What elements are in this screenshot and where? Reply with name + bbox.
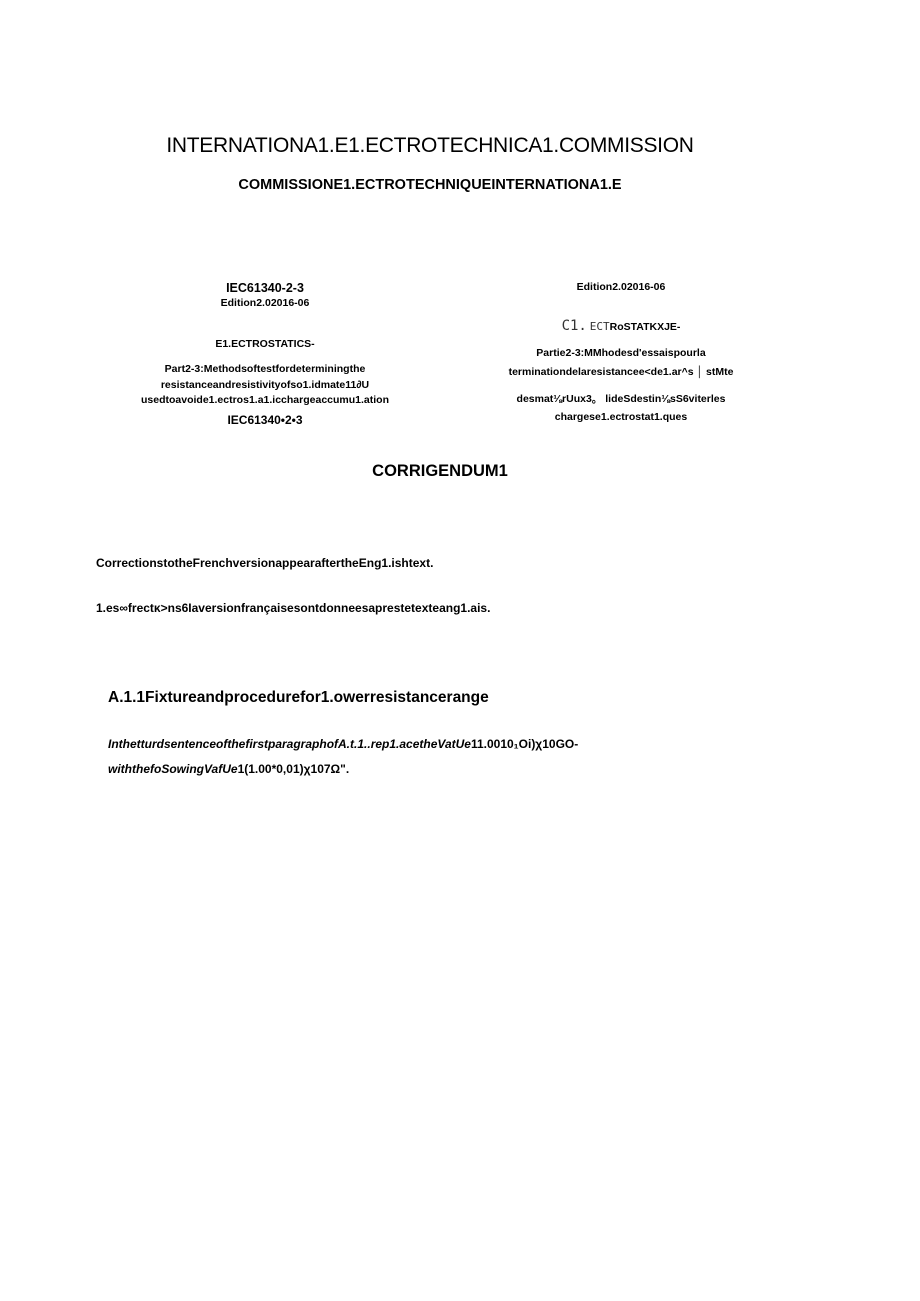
header-organization-en: INTERNATIONA1.E1.ECTROTECHNICA1.COMMISSION <box>166 134 694 157</box>
fr-title-sub-line: terminationdelaresistancee<de1.ar^s │ stMte <box>508 366 734 378</box>
correction-line-2-value: 1(1.00*0,01)χ107Ω". <box>237 762 350 776</box>
correction-line-1-italic: InthetturdsentenceofthefirstparagraphofA.t.1..rep1.acetheVatUe <box>108 737 471 751</box>
en-standard-number: IEC61340-2-3 <box>226 281 304 295</box>
en-title-sub <box>130 362 400 409</box>
note-french: 1.es∞frectκ>ns6Iaversionfrançaisesontdonneesaprestetexteang1.ais. <box>96 601 491 615</box>
fr-edition: Edition2.02016-06 <box>576 281 666 293</box>
en-title-sub-line: usedtoavoide1.ectros1.a1.icchargeaccumu1.ation <box>140 394 390 406</box>
fr-title-sub-line: Partie2-3:MMhodesd'essaispourla <box>536 347 706 359</box>
correction-line-1 <box>108 737 578 751</box>
fr-title-mid: ECT <box>589 320 610 333</box>
en-standard-number-footer: IEC61340•2•3 <box>227 413 303 427</box>
en-edition: Edition2.02016-06 <box>220 297 310 309</box>
en-title-sub-line: resistanceandresistivityofso1.idmate11∂U <box>160 378 370 391</box>
en-title-sub-line: Part2-3:Methodsoftestfordeterminingthe <box>164 363 366 375</box>
note-english: CorrectionstotheFrenchversionappearaftertheEng1.ishtext. <box>96 556 434 570</box>
fr-title-rest: RoSTATKXJE- <box>609 321 681 333</box>
section-heading: A.1.1Fixtureandprocedurefor1.owerresistancerange <box>108 689 489 706</box>
fr-title-main <box>476 318 766 334</box>
correction-line-1-value: 11.0010₁Oi)χ10GO- <box>470 737 579 751</box>
en-title-main: E1.ECTROSTATICS- <box>215 338 315 350</box>
corrigendum-title: CORRIGENDUM1 <box>372 462 508 480</box>
fr-title-sub-line: chargese1.ectrostat1.ques <box>554 411 688 423</box>
header-organization-fr: COMMISSIONE1.ECTROTECHNIQUEINTERNATIONA1.E <box>238 177 622 193</box>
fr-title-prefix: C1. <box>561 318 587 334</box>
correction-line-2-italic: withthefoSowingVafUe <box>108 762 238 776</box>
correction-line-2 <box>108 762 349 776</box>
fr-title-sub-line: desmat⅛rUux3。 lideSdestin⅛sS6viterles <box>516 393 726 405</box>
